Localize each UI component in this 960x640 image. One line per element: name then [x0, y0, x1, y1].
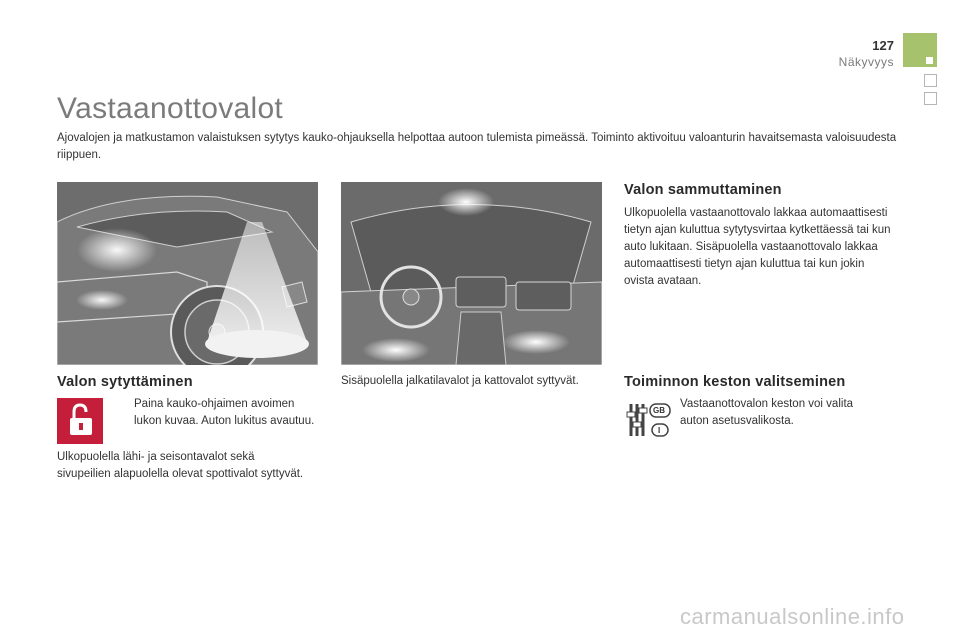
paragraph-exterior-lights: Ulkopuolella lähi- ja seisontavalot sekä sivupeilien alapuolella olevat spottivalot syttyvät.: [57, 451, 304, 480]
page-number: 127: [872, 38, 894, 53]
heading-valon-sytyttaminen: Valon sytyttäminen: [57, 374, 193, 390]
icon-label-i: I: [658, 426, 661, 435]
footer-watermark: carmanualsonline.info: [680, 604, 905, 629]
interior-lights-illustration: [341, 182, 602, 365]
remote-unlock-button-image: [57, 398, 103, 444]
bullet-text-unlock: Paina kauko-ohjaimen avoimen lukon kuvaa. Auton lukitus avautuu.: [134, 398, 315, 427]
intro-paragraph: Ajovalojen ja matkustamon valaistuksen sytytys kauko-ohjauksella helpottaa autoon tulemista pimeässä. Toiminto aktivoituu valoanturin havaitsemasta valoisuudesta riippuen.: [57, 132, 897, 161]
settings-menu-icon: [626, 400, 672, 440]
section-tab-empty: [924, 74, 937, 87]
page-title: Vastaanottovalot: [57, 92, 284, 125]
icon-label-gb: GB: [653, 406, 665, 415]
heading-valon-sammuttaminen: Valon sammuttaminen: [624, 182, 782, 198]
open-lock-icon: [57, 398, 103, 444]
exterior-lights-illustration: [57, 182, 318, 365]
paragraph-duration-setting: Vastaanottovalon keston voi valita auton asetusvalikosta.: [680, 398, 854, 427]
section-name: Näkyvyys: [838, 55, 894, 69]
caption-interior-lights: Sisäpuolella jalkatilavalot ja kattovalot syttyvät.: [341, 375, 579, 387]
section-tab-active: [903, 33, 937, 67]
paragraph-switch-off: Ulkopuolella vastaanottovalo lakkaa automaattisesti tietyn ajan kuluttua sytytysvirtaa kytkettäessä tai kun auto lukitaan. Sisäpuolella vastaanottovalo lakkaa automaattisesti tietyn ajan kuluttua tai kun jokin ovista avataan.: [624, 207, 891, 287]
heading-keston-valitseminen: Toiminnon keston valitseminen: [624, 374, 846, 390]
section-tab-empty: [924, 92, 937, 105]
